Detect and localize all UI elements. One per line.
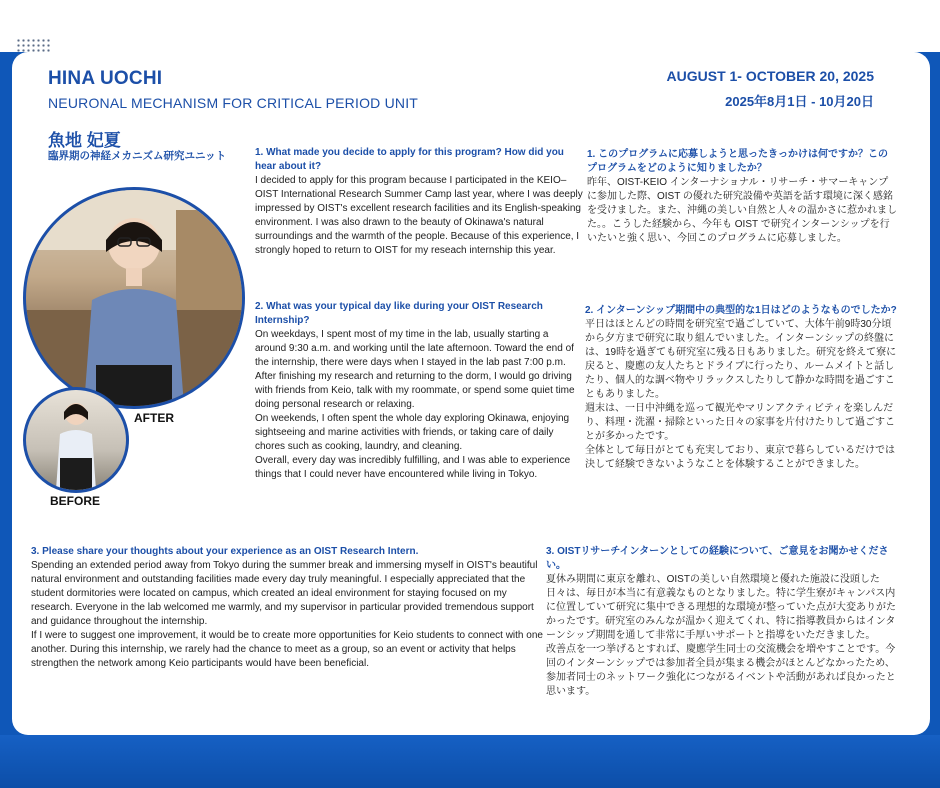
en-question-2-block <box>255 300 575 482</box>
unit-name-en: NEURONAL MECHANISM FOR CRITICAL PERIOD UNIT <box>48 95 419 111</box>
en-answer-3-thoughts: Spending an extended period away from Tokyo during the summer break and immersing myself in OIST's beautiful natural environment and outstanding facilities made every day truly meaningful. I especially appreciated that the student dormitories were located on campus, which created an ideal environment for staying focused on my research. Everyone in the lab welcomed me warmly, and my supervisor in particular provided tremendous support and guidance throughout the internship. <box>31 560 538 627</box>
intern-name-en: HINA UOCHI <box>48 68 163 89</box>
ja-answer-2-weekdays: 平日はほとんどの時間を研究室で過ごしていて、大体午前9時30分頃から夕方まで研究に取り組んでいました。インターンシップの終盤には、19時を過ぎても研究室に残る日もありました。研究を終えて寮に戻ると、慶應の友人たちとドライブに行ったり、ルームメイトと話したり、個人的な調べ物やリラックスしたりして静かな時間を過ごすこともありました。 <box>585 319 897 400</box>
ja-question-1: 1. このプログラムに応募しようと思ったきっかけは何ですか？このプログラムをどのように知りましたか？ <box>587 149 889 174</box>
ja-answer-2-overall: 全体として毎日がとても充実しており、東京で暮らしているだけでは決して経験できないようなことを体験することができました。 <box>585 445 895 470</box>
ja-answer-2 <box>585 318 899 472</box>
en-question-3: 3. Please share your thoughts about your experience as an OIST Research Intern. <box>31 546 419 557</box>
intern-name-ja: 魚地 妃夏 <box>48 131 121 150</box>
before-photo-illustration <box>26 390 126 490</box>
profile-card <box>12 52 930 735</box>
en-answer-2-overall: Overall, every day was incredibly fulfilling, and I was able to experience things that I could never have encountered while living in Tokyo. <box>255 455 571 480</box>
date-range-en: AUGUST 1- OCTOBER 20, 2025 <box>666 68 874 84</box>
ja-question-3: 3. OISTリサーチインターンとしての経験について、ご意見をお聞かせください。 <box>546 546 889 571</box>
ja-answer-3 <box>546 573 898 699</box>
top-band <box>0 0 940 52</box>
en-answer-1: I decided to apply for this program because I participated in the KEIO–OIST International Research Summer Camp last year, where I was deeply impressed by OIST's excellent research facilities and its English-speaking environment. I was also drawn to the beauty of Okinawa's natural surroundings and the warmth of the people. Because of this experience, I strongly hoped to return to OIST for my reseach internship this year. <box>255 175 583 256</box>
en-answer-2-weekends: On weekends, I often spent the whole day exploring Okinawa, enjoying sightseeing and marine activities with friends, or taking care of daily chores such as cooking, laundry, and cleaning. <box>255 413 570 452</box>
before-photo <box>23 387 129 493</box>
ja-question-2: 2. インターンシップ期間中の典型的な1日はどのようなものでしたか? <box>585 305 897 316</box>
en-answer-2-weekdays: On weekdays, I spent most of my time in the lab, usually starting a around 9:30 a.m. and working until the late afternoon. Toward the end of the internship, there were days when I stayed in the lab past 7:00 p.m. After finishing my research and returning to the dorm, I would go driving with friends from Keio, talk with my roommate, or spend some quiet time doing personal research or relaxing. <box>255 329 575 410</box>
unit-name-ja: 臨界期の神経メカニズム研究ユニット <box>48 150 227 162</box>
ja-question-2-block <box>585 304 899 472</box>
after-photo <box>23 187 245 409</box>
ja-answer-2-weekends: 週末は、一日中沖縄を巡って観光やマリンアクティビティを楽しんだり、料理・洗濯・掃除といった日々の家事を片付けたりして過ごすことが多かったです。 <box>585 403 895 442</box>
en-question-1: 1. What made you decide to apply for this program? How did you hear about it? <box>255 147 564 172</box>
before-label: BEFORE <box>50 494 101 508</box>
ja-answer-3-improvement: 改善点を一つ挙げるとすれば、慶應学生同士の交流機会を増やすことです。今回のインターンシップでは参加者全員が集まる機会がほとんどなかったため、参加者同士のネットワーク強化につながるイベントや活動があれば良かったと思います。 <box>546 644 896 697</box>
after-photo-illustration <box>26 190 242 406</box>
ja-question-1-block <box>587 148 897 246</box>
en-question-1-block <box>255 146 585 258</box>
en-question-3-block <box>31 545 543 671</box>
en-answer-3-improvement: If I were to suggest one improvement, it would be to create more opportunities for Keio students to connect with one another. During this internship, we rarely had the chance to meet as a group, so an event or activity that helps strengthen the network among Keio participants would have been beneficial. <box>31 630 543 669</box>
en-question-2: 2. What was your typical day like during your OIST Research Internship? <box>255 301 543 326</box>
ja-question-3-block <box>546 545 898 699</box>
bottom-band <box>0 735 940 788</box>
date-range-ja: 2025年8月1日 - 10月20日 <box>725 94 874 109</box>
ja-answer-3-thoughts: 夏休み期間に東京を離れ、OISTの美しい自然環境と優れた施設に没頭した日々は、毎日が本当に有意義なものとなりました。特に学生寮がキャンパス内に位置していて研究に集中できる理想的な環境が整っていた点が大変ありがたかったです。研究室のみんなが温かく迎えてくれ、特に指導教員からはインターンシップ期間を通して非常に手厚いサポートと指導をいただきました。 <box>546 574 896 641</box>
ja-answer-1: 昨年、OIST-KEIO インターナショナル・リサーチ・サマーキャンプに参加した際、OIST の優れた研究設備や英語を話す環境に深く感銘を受けました。また、沖縄の美しい自然と人々の温かさに惹かれました。。こうした経験から、今年も OIST で研究インターンシップを行いたいと強く思い、今回このプログラムに応募しました。 <box>587 177 897 244</box>
en-answer-2 <box>255 328 575 482</box>
en-answer-3 <box>31 559 543 671</box>
after-label: AFTER <box>134 411 174 425</box>
